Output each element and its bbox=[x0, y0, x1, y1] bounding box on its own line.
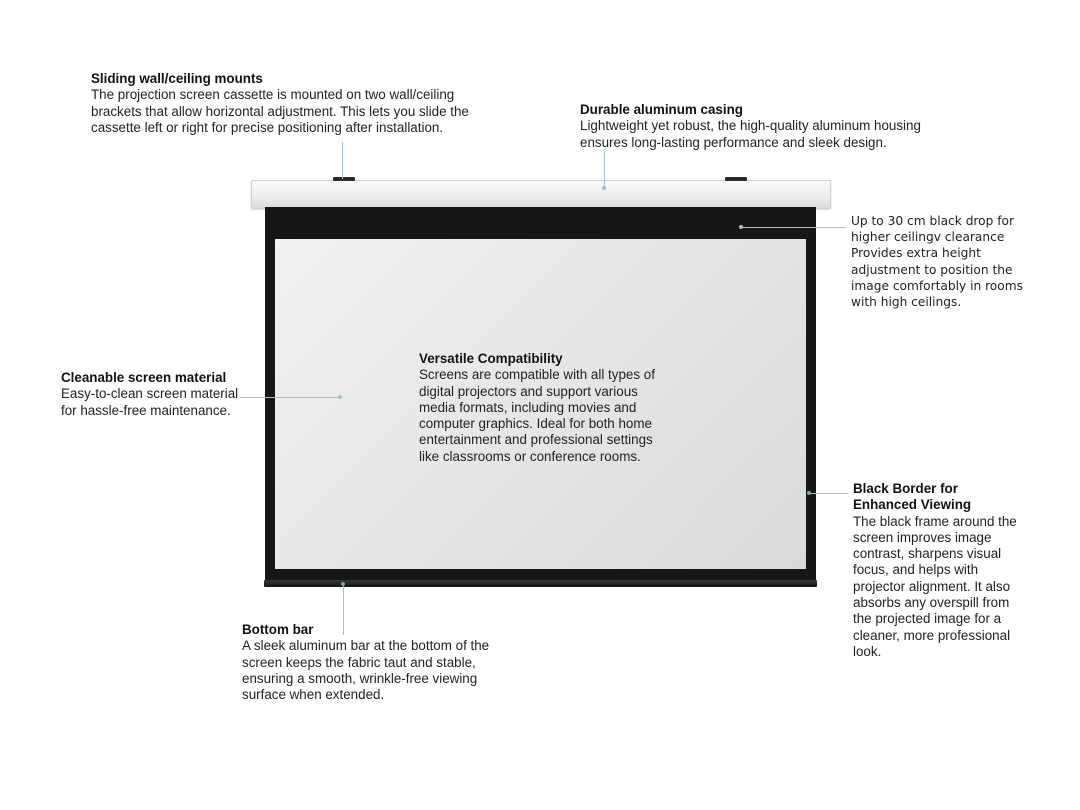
black-border-body: The black frame around the screen improves image contrast, sharpens visual focus, and helps with projector alignment. It also absorbs any overspill from the projected image for a cleaner, more professional look. bbox=[853, 513, 1017, 659]
mounts-title: Sliding wall/ceiling mounts bbox=[91, 71, 263, 86]
black-drop-line1: Up to 30 cm black drop for higher ceilingv clearance bbox=[851, 214, 1014, 245]
cleanable-annotation bbox=[61, 370, 256, 419]
casing-annotation bbox=[580, 102, 945, 151]
casing-leader-line bbox=[604, 152, 605, 188]
compatibility-title: Versatile Compatibility bbox=[419, 351, 563, 366]
black-drop-line2: Provides extra height adjustment to position the image comfortably in rooms with high ceilings. bbox=[851, 246, 1023, 310]
casing-body: Lightweight yet robust, the high-quality aluminum housing ensures long-lasting performance and sleek design. bbox=[580, 118, 921, 150]
compatibility-annotation bbox=[419, 351, 671, 465]
bottom-bar-annotation bbox=[242, 622, 504, 703]
bottom-bar bbox=[264, 580, 817, 587]
black-border-leader-line bbox=[810, 493, 848, 494]
cleanable-leader-dot bbox=[338, 395, 342, 399]
black-border-annotation bbox=[853, 481, 1025, 660]
mounts-leader-line bbox=[342, 142, 343, 179]
bottom-bar-leader-dot bbox=[341, 582, 345, 586]
black-border-leader-dot bbox=[807, 491, 811, 495]
mounts-body: The projection screen cassette is mounted on two wall/ceiling brackets that allow horizontal adjustment. This lets you slide the cassette left or right for precise positioning after installation. bbox=[91, 87, 469, 135]
mounts-annotation bbox=[91, 71, 491, 136]
cleanable-title: Cleanable screen material bbox=[61, 370, 227, 385]
casing-leader-dot bbox=[602, 186, 606, 190]
black-drop-leader-line bbox=[742, 227, 846, 228]
casing-title: Durable aluminum casing bbox=[580, 102, 743, 117]
black-drop-leader-dot bbox=[739, 225, 743, 229]
left-mount-bracket bbox=[333, 177, 355, 181]
aluminum-casing bbox=[251, 180, 831, 209]
compatibility-body: Screens are compatible with all types of digital projectors and support various media formats, including movies and computer graphics. Ideal for both home entertainment and professional settings like classrooms or conference rooms. bbox=[419, 367, 655, 464]
black-drop-annotation bbox=[851, 213, 1047, 310]
bottom-bar-title: Bottom bar bbox=[242, 622, 314, 637]
black-border-title: Black Border for Enhanced Viewing bbox=[853, 481, 972, 513]
cleanable-body: Easy-to-clean screen material for hassle-free maintenance. bbox=[61, 386, 239, 418]
bottom-bar-body: A sleek aluminum bar at the bottom of the screen keeps the fabric taut and stable, ensuring a smooth, wrinkle-free viewing surface when extended. bbox=[242, 638, 490, 703]
right-mount-bracket bbox=[725, 177, 747, 181]
